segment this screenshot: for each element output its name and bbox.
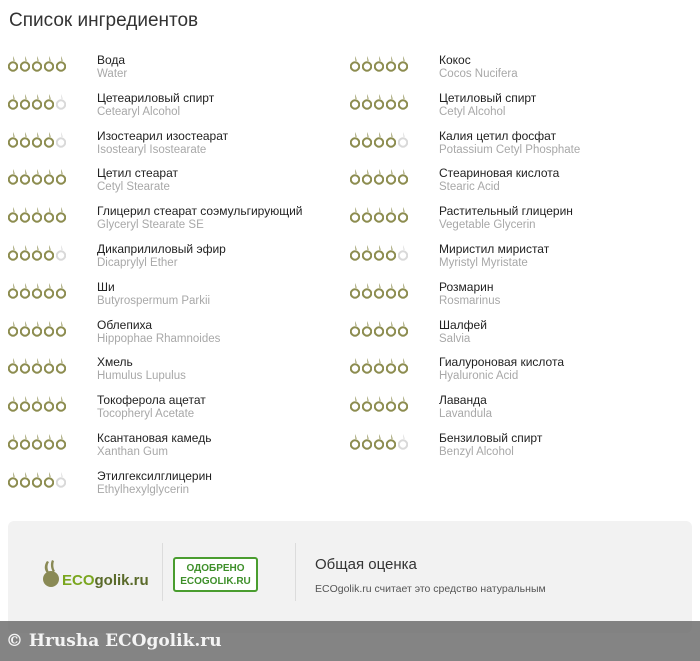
naturalness-rating [350,132,408,148]
rating-drop-icon [56,94,66,110]
ingredient-item[interactable] [350,318,680,354]
rating-drop-icon [374,56,384,72]
naturalness-rating [8,472,66,488]
ingredient-name-ru: Ши [97,279,115,294]
ingredient-name-ru: Ксантановая камедь [97,431,212,445]
rating-drop-icon [8,169,18,185]
naturalness-rating [8,283,66,299]
ingredient-item[interactable] [8,431,338,467]
rating-drop-icon [362,283,372,299]
rating-drop-icon [56,169,66,185]
rabbit-logo-icon [38,559,62,589]
ingredient-name-latin: Dicaprylyl Ether [97,257,178,269]
rating-drop-icon [32,396,42,412]
overall-score-title: Общая оценка [315,556,417,573]
rating-drop-icon [398,396,408,412]
rating-drop-icon [32,132,42,148]
rating-drop-icon [56,283,66,299]
naturalness-rating [8,358,66,374]
logo-text: ECOgolik.ru [62,572,149,589]
rating-drop-icon [8,434,18,450]
rating-drop-icon [56,132,66,148]
rating-drop-icon [20,358,30,374]
rating-drop-icon [44,396,54,412]
rating-drop-icon [362,245,372,261]
rating-drop-icon [350,245,360,261]
naturalness-rating [350,283,408,299]
ingredient-name-latin: Isostearyl Isostearate [97,143,207,156]
ingredient-name-ru: Миристил миристат [439,242,550,256]
ingredient-item[interactable] [350,393,680,429]
ingredient-name-latin: Glyceryl Stearate SE [97,219,204,232]
rating-drop-icon [362,169,372,185]
ingredient-name-latin: Water [97,68,128,80]
ingredient-item[interactable] [8,318,338,354]
rating-drop-icon [398,94,408,110]
rating-drop-icon [20,396,30,412]
rating-drop-icon [374,94,384,110]
rating-drop-icon [386,396,396,412]
naturalness-rating [8,321,66,337]
ingredient-name-latin: Stearic Acid [439,181,500,194]
ingredient-name-ru: Хмель [97,355,133,370]
rating-drop-icon [362,94,372,110]
rating-drop-icon [44,94,54,110]
ingredient-name-latin: Ethylhexylglycerin [97,483,190,496]
rating-drop-icon [56,472,66,488]
badge-line-1: ОДОБРЕНО [186,563,245,574]
rating-drop-icon [20,245,30,261]
rating-drop-icon [362,321,372,337]
rating-drop-icon [20,434,30,450]
rating-drop-icon [32,94,42,110]
rating-drop-icon [362,396,372,412]
rating-drop-icon [362,132,372,148]
rating-drop-icon [350,207,360,223]
ingredient-name-ru: Облепиха [97,317,153,332]
rating-drop-icon [44,132,54,148]
naturalness-rating [8,396,66,412]
rating-drop-icon [398,132,408,148]
rating-drop-icon [20,169,30,185]
rating-drop-icon [374,245,384,261]
rating-drop-icon [398,358,408,374]
ingredient-name-latin: Benzyl Alcohol [439,446,514,458]
rating-drop-icon [350,169,360,185]
ingredient-name-ru: Шалфей [439,317,487,332]
rating-drop-icon [44,56,54,72]
rating-drop-icon [374,283,384,299]
rating-drop-icon [398,245,408,261]
ingredient-name-latin: Potassium Cetyl Phosphate [439,143,581,156]
rating-drop-icon [8,472,18,488]
ingredient-item[interactable] [350,355,680,391]
ecogolik-logo[interactable] [38,559,149,589]
approved-badge [173,557,258,592]
rating-drop-icon [44,358,54,374]
ingredient-name-latin: Lavandula [439,408,493,421]
rating-drop-icon [32,321,42,337]
rating-drop-icon [350,94,360,110]
naturalness-rating [350,434,408,450]
naturalness-rating [8,245,66,261]
ingredient-name-latin: Xanthan Gum [97,446,168,458]
rating-drop-icon [350,132,360,148]
rating-drop-icon [386,321,396,337]
rating-drop-icon [20,94,30,110]
ingredient-item[interactable] [8,393,338,429]
rating-drop-icon [374,207,384,223]
ingredient-item[interactable] [350,280,680,316]
naturalness-rating [8,56,66,72]
naturalness-rating [8,132,66,148]
rating-summary-panel [8,521,692,633]
naturalness-rating [350,396,408,412]
naturalness-rating [350,245,408,261]
ingredient-name-latin: Humulus Lupulus [97,370,186,383]
rating-drop-icon [362,358,372,374]
ingredient-name-ru: Цетиловый спирт [439,90,537,105]
naturalness-rating [350,321,408,337]
ingredient-item[interactable] [350,242,680,278]
rating-drop-icon [374,169,384,185]
rating-drop-icon [32,283,42,299]
badge-line-2: ECOGOLIK.RU [180,576,251,587]
ingredient-item[interactable] [350,431,680,467]
ingredient-name-ru: Гиалуроновая кислота [439,355,564,370]
rating-drop-icon [20,472,30,488]
ingredient-name-ru: Цетеариловый спирт [97,90,215,105]
rating-drop-icon [20,321,30,337]
rating-drop-icon [386,434,396,450]
rating-drop-icon [374,132,384,148]
rating-drop-icon [32,434,42,450]
rating-drop-icon [374,396,384,412]
ingredient-name-latin: Cocos Nucifera [439,68,518,80]
rating-drop-icon [44,321,54,337]
ingredient-item[interactable] [8,242,338,278]
rating-drop-icon [32,169,42,185]
ingredient-item[interactable] [350,91,680,127]
rating-drop-icon [398,207,408,223]
naturalness-rating [350,358,408,374]
rating-drop-icon [386,169,396,185]
rating-drop-icon [8,94,18,110]
ingredient-name-latin: Myristyl Myristate [439,257,528,269]
naturalness-rating [350,169,408,185]
rating-drop-icon [8,245,18,261]
ingredient-name-latin: Butyrospermum Parkii [97,294,211,307]
ingredient-name-latin: Cetyl Alcohol [439,105,506,118]
rating-drop-icon [56,321,66,337]
naturalness-rating [8,207,66,223]
rating-drop-icon [398,434,408,450]
rating-drop-icon [350,56,360,72]
ingredient-item[interactable] [350,53,680,89]
rating-drop-icon [32,472,42,488]
rating-drop-icon [374,321,384,337]
rating-drop-icon [362,434,372,450]
ingredient-item[interactable] [8,166,338,202]
ingredient-name-ru: Вода [97,53,126,67]
ingredient-name-ru: Этилгексилглицерин [97,468,212,483]
rating-drop-icon [8,283,18,299]
naturalness-rating [8,94,66,110]
rating-drop-icon [8,56,18,72]
ingredient-name-ru: Изостеарил изостеарат [97,128,229,143]
rating-drop-icon [56,56,66,72]
naturalness-rating [350,207,408,223]
naturalness-rating [350,94,408,110]
ingredient-item[interactable] [8,129,338,165]
ingredient-name-latin: Salvia [439,332,471,345]
ingredient-name-ru: Токоферола ацетат [97,393,206,408]
rating-drop-icon [374,434,384,450]
rating-drop-icon [8,321,18,337]
rating-drop-icon [350,321,360,337]
ingredient-name-ru: Растительный глицерин [439,204,573,219]
rating-drop-icon [398,283,408,299]
rating-drop-icon [8,358,18,374]
ingredient-name-latin: Rosmarinus [439,294,501,307]
ingredient-name-latin: Cetyl Stearate [97,181,170,194]
overall-score-text: ECOgolik.ru считает это средство натуральным [315,583,546,595]
ingredients-title: Список ингредиентов [9,10,199,31]
ingredient-item[interactable] [8,204,338,240]
rating-drop-icon [44,207,54,223]
rating-drop-icon [20,207,30,223]
ingredient-name-latin: Cetearyl Alcohol [97,105,181,118]
rating-drop-icon [386,245,396,261]
rating-drop-icon [350,434,360,450]
ingredient-name-latin: Hyaluronic Acid [439,370,519,383]
ingredient-item[interactable] [8,355,338,391]
ingredient-item[interactable] [8,91,338,127]
rating-drop-icon [398,321,408,337]
rating-drop-icon [386,94,396,110]
ingredient-name-ru: Цетил стеарат [97,166,178,181]
rating-drop-icon [20,132,30,148]
naturalness-rating [8,434,66,450]
rating-drop-icon [20,283,30,299]
ingredient-name-ru: Калия цетил фосфат [439,128,557,143]
rating-drop-icon [56,396,66,412]
rating-drop-icon [56,434,66,450]
rating-drop-icon [386,283,396,299]
ingredient-item[interactable] [8,53,338,89]
rating-drop-icon [44,472,54,488]
rating-drop-icon [8,207,18,223]
ingredient-name-ru: Бензиловый спирт [439,431,543,445]
ingredient-item[interactable] [8,469,338,505]
naturalness-rating [350,56,408,72]
rating-drop-icon [56,358,66,374]
ingredient-item[interactable] [350,204,680,240]
rating-drop-icon [398,169,408,185]
rating-drop-icon [44,283,54,299]
rating-drop-icon [32,245,42,261]
rating-drop-icon [44,434,54,450]
rating-drop-icon [398,56,408,72]
ingredient-name-latin: Vegetable Glycerin [439,219,536,232]
rating-drop-icon [56,207,66,223]
divider [295,543,296,601]
rating-drop-icon [374,358,384,374]
naturalness-rating [8,169,66,185]
ingredient-name-ru: Розмарин [439,279,494,294]
ingredient-name-ru: Дикаприлиловый эфир [97,242,226,256]
rating-drop-icon [350,358,360,374]
rating-drop-icon [32,358,42,374]
ingredient-item[interactable] [350,166,680,202]
rating-drop-icon [20,56,30,72]
ingredient-name-ru: Лаванда [439,393,487,408]
rating-drop-icon [386,132,396,148]
rating-drop-icon [8,396,18,412]
ingredient-item[interactable] [8,280,338,316]
ingredient-name-latin: Tocopheryl Acetate [97,408,195,421]
rating-drop-icon [32,56,42,72]
rating-drop-icon [56,245,66,261]
rating-drop-icon [362,207,372,223]
ingredient-item[interactable] [350,129,680,165]
copyright-bar [0,621,700,661]
rating-drop-icon [386,207,396,223]
ingredient-name-latin: Hippophae Rhamnoides [97,332,221,345]
rating-drop-icon [350,396,360,412]
ingredient-name-ru: Глицерил стеарат соэмульгирующий [97,204,303,219]
divider [162,543,163,601]
rating-drop-icon [44,169,54,185]
rating-drop-icon [32,207,42,223]
rating-drop-icon [8,132,18,148]
rating-drop-icon [350,283,360,299]
rating-drop-icon [386,56,396,72]
rating-drop-icon [386,358,396,374]
rating-drop-icon [362,56,372,72]
copyright-text: © Hrusha ECOgolik.ru [6,631,222,651]
ingredient-name-ru: Стеариновая кислота [439,166,560,181]
rating-drop-icon [44,245,54,261]
ingredient-name-ru: Кокос [439,53,471,67]
